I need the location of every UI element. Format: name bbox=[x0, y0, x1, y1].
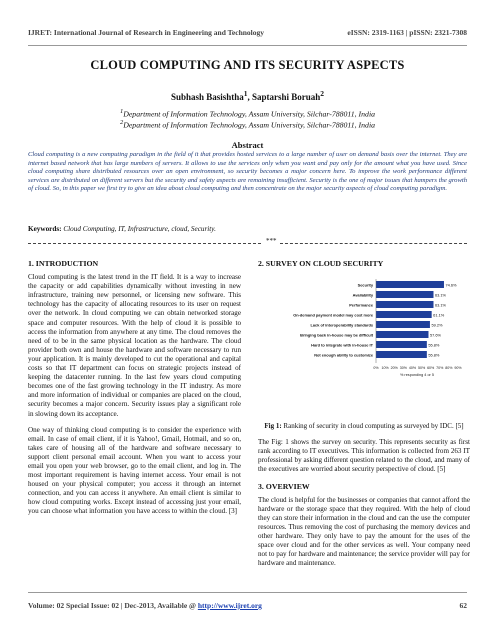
bar bbox=[376, 351, 427, 358]
category-label: Availability bbox=[352, 292, 373, 298]
footer-volume bbox=[28, 601, 262, 610]
bar bbox=[376, 301, 433, 308]
keywords-text: Cloud Computing, IT, Infrastructure, cloud, Security. bbox=[61, 225, 216, 233]
author-2: Saptarshi Boruah bbox=[252, 92, 321, 102]
abstract-heading: Abstract bbox=[231, 140, 264, 150]
author-1: Subhash Basishtha bbox=[170, 92, 244, 102]
figure-1-chart bbox=[258, 273, 470, 418]
affiliation-1-sup: 1 bbox=[119, 108, 124, 115]
section-divider bbox=[28, 239, 467, 247]
running-footer bbox=[28, 601, 467, 610]
bar bbox=[376, 291, 433, 298]
tick-label: 40% bbox=[408, 366, 417, 371]
tick-label: 0% bbox=[373, 366, 379, 371]
section-1-paragraph-1: Cloud computing is the latest trend in the IT field. It is a way to increase the capacity or add capabilities dynamically without investing in new infrastructure, training new personnel, or licensing new software. This technology has the capacity of allocating resources to its user on request over the network. In cloud computing we can obtain networked storage space and computer resources. With the help of cloud it is possible to access the information from anywhere at any time. The cloud removes the need of to be in the same physical location as the hardware. The cloud provider both own and house the hardware and software necessary to run your application. It is mainly developed to cut the operational and capital costs so that IT department can focus on strategic projects instead of keeping the datacenter running. In the last few years cloud computing becomes one of the fast growing technology in the IT industry. As more and more information of individual or companies are placed on the cloud, security becomes a major concern. Security issues play a significant role in slowing down its acceptance. bbox=[28, 273, 241, 418]
section-1-heading: 1. INTRODUCTION bbox=[28, 259, 99, 268]
journal-link[interactable]: http://www.ijret.org bbox=[197, 601, 262, 610]
tick-label: 90% bbox=[454, 366, 462, 371]
category-label: Bringing back in-house may be difficult bbox=[300, 332, 373, 338]
journal-name: IJRET: International Journal of Research in Engineering and Technology bbox=[28, 28, 265, 37]
header-rule bbox=[28, 45, 467, 46]
bar bbox=[376, 281, 444, 288]
affiliation-2-sup: 2 bbox=[119, 119, 124, 126]
tick-label: 20% bbox=[390, 366, 398, 371]
data-label: 63.1% bbox=[434, 292, 447, 298]
category-label: On-demand payment model may cost more bbox=[293, 312, 373, 318]
data-label: 61.1% bbox=[433, 312, 445, 318]
x-axis-label: % responding 4 or 5 bbox=[400, 373, 434, 378]
tick-label: 80% bbox=[445, 366, 453, 371]
data-label: 55.8% bbox=[428, 342, 440, 348]
affiliation-1 bbox=[0, 108, 495, 119]
author-separator: , bbox=[247, 92, 252, 102]
affiliation-2 bbox=[0, 119, 495, 130]
running-header bbox=[28, 28, 467, 37]
bar bbox=[376, 311, 432, 318]
left-column bbox=[28, 259, 241, 524]
paper-title: CLOUD COMPUTING AND ITS SECURITY ASPECTS bbox=[90, 58, 405, 72]
section-2-heading: 2. SURVEY ON CLOUD SECURITY bbox=[258, 259, 384, 268]
bar bbox=[376, 341, 427, 348]
page-number: 62 bbox=[459, 601, 467, 610]
data-label: 63.1% bbox=[434, 302, 447, 308]
tick-label: 60% bbox=[427, 366, 435, 371]
author-1-sup: 1 bbox=[243, 89, 248, 98]
section-2-paragraph-1: The Fig: 1 shows the survey on security. This represents security as first rank according to IT executives. This information is collected from 263 IT professional by asking different question related to the cloud, and many of the executives are worried about security perspective of cloud. [5] bbox=[258, 438, 470, 474]
affiliation-2-text: Department of Information Technology, Assam University, Silchar-788011, India bbox=[123, 120, 376, 130]
bar bbox=[376, 331, 428, 338]
caption-label: Fig 1: bbox=[264, 422, 282, 431]
category-label: Performance bbox=[349, 302, 373, 308]
footer-volume-text: Volume: 02 Special Issue: 02 | Dec-2013, Available @ bbox=[28, 601, 198, 610]
category-label: Security bbox=[357, 282, 373, 288]
abstract-text: Cloud computing is a new computing paradigm in the field of it that provides hosted services to a large number of user on demand basis over the internet. They are internet based network that has large numbers of servers. It allows to use the services only when you want and pay only for the amount what you have used. Since cloud computing share distributed resources over an open environment, so security becomes a major concern here. To improve the work performance different services are distributed on different servers but the security and safety aspects are remaining insufficient. Security is the one of major issues that hampers the growth of cloud. So, in this paper we first try to give an idea about cloud computing and then concentrate on the major security aspects of cloud computing paradigm. bbox=[28, 151, 467, 193]
tick-label: 10% bbox=[381, 366, 389, 371]
category-label: Lack of interoperability standards bbox=[310, 322, 373, 328]
bar bbox=[376, 321, 430, 328]
author-2-sup: 2 bbox=[320, 89, 325, 98]
figure-1-caption bbox=[258, 422, 470, 431]
divider-line-right bbox=[280, 243, 467, 244]
data-label: 59.2% bbox=[431, 322, 443, 328]
authors bbox=[0, 89, 495, 102]
tick-label: 30% bbox=[399, 366, 407, 371]
divider-stars: *** bbox=[266, 237, 277, 245]
keywords bbox=[28, 225, 467, 233]
section-1-paragraph-2: One way of thinking cloud computing is to consider the experience with email. In case of email client, if it is Yahoo!, Gmail, Hotmail, and so on, takes care of housing all of the hardware and software necessary to support client personal email account. When you want to access your email you open your web browser, go to the email client, and log in. The most important requirement is having internet access. Your email is not housed on your physical computer; you access it through an internet connection, and you can access it anywhere. An email client is similar to how cloud computing works. Except instead of accessing just your email, you can choose what information you have access to within the cloud. [3] bbox=[28, 425, 241, 516]
keywords-label: Keywords: bbox=[28, 225, 62, 233]
data-label: 57.6% bbox=[429, 332, 442, 338]
affiliation-1-text: Department of Information Technology, Assam University, Silchar-788011, India bbox=[123, 109, 376, 119]
section-3-paragraph-1: The cloud is helpful for the businesses or companies that cannot afford the hardware or the storage space that they required. With the help of cloud they can store their information in the cloud and can the use the computer resources. Thus removing the cost of purchasing the memory devices and other hardware. They only have to pay the amount for the uses of the space over cloud and for the other services as well. Your company need not to pay for hardware and maintenance; the service provider will pay for hardware and maintenance. bbox=[258, 495, 470, 568]
divider-line-left bbox=[28, 243, 261, 244]
category-label: Not enough ability to customize bbox=[314, 352, 373, 358]
caption-text: Ranking of security in cloud computing as surveyed by IDC. [5] bbox=[281, 422, 464, 431]
footer-rule bbox=[28, 592, 467, 593]
category-label: Hard to integrate with in-house IT bbox=[311, 342, 373, 348]
security-ranking-chart bbox=[258, 273, 470, 418]
tick-label: 70% bbox=[436, 366, 444, 371]
section-3-heading: 3. OVERVIEW bbox=[258, 481, 310, 491]
tick-label: 50% bbox=[417, 366, 426, 371]
right-column bbox=[258, 259, 470, 575]
data-label: 55.8% bbox=[428, 352, 440, 358]
issn: eISSN: 2319-1163 | pISSN: 2321-7308 bbox=[347, 28, 467, 37]
data-label: 74.6% bbox=[445, 282, 457, 288]
